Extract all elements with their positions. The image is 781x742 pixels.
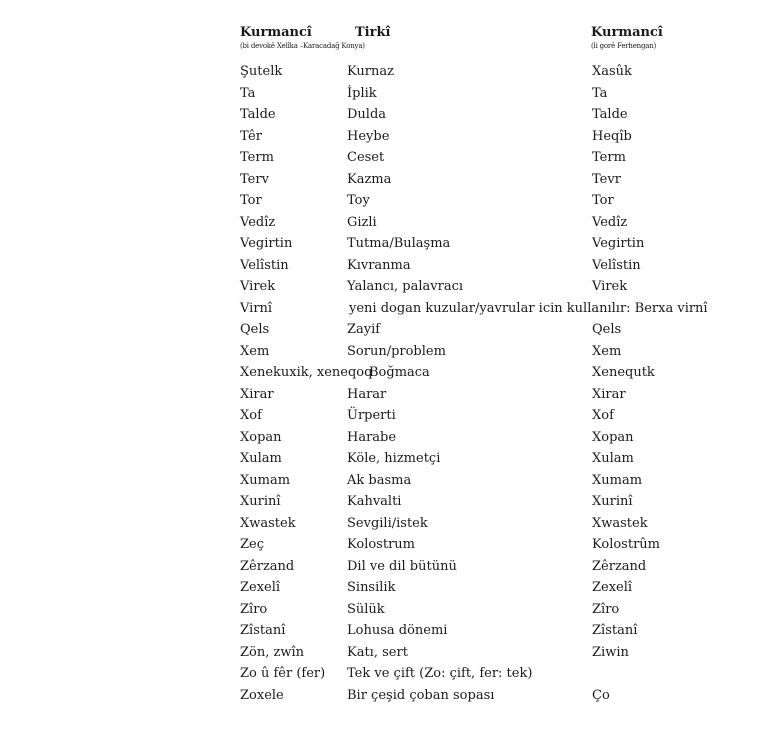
header-col-turkish: [355, 26, 390, 40]
turkish-cell: Kahvalti: [347, 494, 402, 509]
kurmanci-dictionary-cell: Heqîb: [592, 128, 632, 144]
kurmanci-local-cell: Zön, zwîn: [240, 644, 305, 660]
kurmanci-local-cell: Xopan: [240, 429, 282, 445]
table-row: [0, 577, 781, 599]
turkish-cell: Zayif: [347, 322, 381, 337]
table-row: [0, 384, 781, 406]
turkish-cell: Gizli: [347, 214, 377, 230]
kurmanci-local-cell: Ta: [240, 85, 256, 101]
kurmanci-dictionary-cell: Tor: [592, 193, 614, 208]
turkish-cell: Yalancı, palavracı: [347, 279, 464, 294]
kurmanci-dictionary-cell: Xopan: [592, 429, 634, 445]
turkish-cell: Toy: [347, 193, 370, 208]
table-row: [0, 212, 781, 234]
turkish-cell: Ürperti: [347, 408, 396, 423]
table-row: [0, 448, 781, 470]
kurmanci-local-cell: Xem: [240, 343, 270, 359]
kurmanci-local-cell: Velîstin: [240, 257, 289, 273]
table-row: [0, 405, 781, 427]
table-row: [0, 190, 781, 212]
header-title: Kurmancî: [591, 25, 663, 40]
turkish-cell: Sinsilik: [347, 580, 396, 595]
header-subtitle: (li gorê Ferhengan): [591, 42, 657, 50]
kurmanci-dictionary-cell: Xwastek: [592, 515, 648, 531]
turkish-cell: Bir çeşid çoban sopası: [347, 687, 495, 703]
kurmanci-local-cell: Zoxele: [240, 687, 284, 703]
turkish-cell: İplik: [347, 85, 377, 101]
kurmanci-local-cell: Qels: [240, 322, 270, 337]
turkish-cell: Sevgili/istek: [347, 515, 428, 531]
kurmanci-dictionary-cell: Qels: [592, 322, 622, 337]
kurmanci-dictionary-cell: Tevr: [592, 171, 621, 187]
table-row: [0, 362, 781, 384]
turkish-cell: Sorun/problem: [347, 343, 446, 359]
kurmanci-dictionary-cell: Talde: [592, 107, 628, 122]
kurmanci-local-cell: Zo û fêr (fer): [240, 666, 326, 681]
table-row: [0, 255, 781, 277]
kurmanci-dictionary-cell: Ta: [592, 85, 608, 101]
kurmanci-local-cell: Terv: [240, 171, 269, 187]
table-row: [0, 534, 781, 556]
turkish-cell: Kurnaz: [347, 64, 394, 79]
header-title: Tirkî: [355, 25, 391, 40]
table-row: [0, 513, 781, 535]
kurmanci-local-cell: Zeç: [240, 537, 265, 552]
table-row: [0, 298, 781, 320]
kurmanci-dictionary-cell: Xof: [592, 408, 614, 423]
turkish-cell: Kolostrum: [347, 537, 415, 552]
kurmanci-local-cell: Term: [240, 150, 274, 165]
kurmanci-dictionary-cell: Ziwin: [592, 644, 629, 660]
kurmanci-local-cell: Talde: [240, 107, 276, 122]
kurmanci-dictionary-cell: Ço: [592, 687, 610, 703]
table-row: [0, 556, 781, 578]
table-row: [0, 470, 781, 492]
kurmanci-dictionary-cell: Velîstin: [592, 257, 641, 273]
table-row: [0, 642, 781, 664]
turkish-cell: Tutma/Bulaşma: [347, 236, 451, 251]
turkish-cell: Kıvranma: [347, 257, 411, 273]
kurmanci-dictionary-cell: Xenequtk: [592, 365, 655, 380]
turkish-cell: Boğmaca: [369, 365, 430, 380]
glossary-table: [0, 61, 781, 706]
table-row: [0, 685, 781, 707]
table-row: [0, 663, 781, 685]
table-row: [0, 427, 781, 449]
turkish-cell: Katı, sert: [347, 644, 408, 660]
kurmanci-dictionary-cell: Xumam: [592, 472, 643, 488]
turkish-cell: Ak basma: [347, 472, 412, 488]
kurmanci-dictionary-cell: Xirar: [592, 386, 626, 402]
turkish-cell: Ceset: [347, 150, 385, 165]
turkish-cell: Köle, hizmetçi: [347, 451, 441, 466]
table-row: [0, 620, 781, 642]
kurmanci-local-cell: Têr: [240, 128, 262, 144]
kurmanci-local-cell: Xulam: [240, 451, 282, 466]
kurmanci-dictionary-cell: Xurinî: [592, 494, 633, 509]
turkish-cell: yeni dogan kuzular/yavrular icin kullanılır: Berxa virnî: [349, 300, 708, 316]
kurmanci-local-cell: Zêrzand: [240, 558, 295, 574]
kurmanci-local-cell: Xenekuxik, xeneqoq: [240, 365, 373, 380]
table-row: [0, 83, 781, 105]
table-row: [0, 341, 781, 363]
table-row: [0, 491, 781, 513]
kurmanci-dictionary-cell: Zexelî: [592, 580, 633, 595]
kurmanci-local-cell: Xumam: [240, 472, 291, 488]
kurmanci-dictionary-cell: Vegirtin: [592, 236, 645, 251]
kurmanci-local-cell: Xof: [240, 408, 262, 423]
turkish-cell: Dulda: [347, 107, 387, 122]
header-col-kurmanci-local: [240, 26, 365, 51]
kurmanci-local-cell: Zîstanî: [240, 623, 286, 638]
kurmanci-local-cell: Virek: [240, 279, 276, 294]
turkish-cell: Lohusa dönemi: [347, 623, 448, 638]
table-row: [0, 147, 781, 169]
kurmanci-dictionary-cell: Virek: [592, 279, 628, 294]
kurmanci-local-cell: Virnî: [240, 300, 273, 316]
kurmanci-local-cell: Xirar: [240, 386, 274, 402]
turkish-cell: Sülük: [347, 601, 385, 617]
kurmanci-dictionary-cell: Xulam: [592, 451, 634, 466]
kurmanci-local-cell: Xwastek: [240, 515, 296, 531]
kurmanci-dictionary-cell: Kolostrûm: [592, 537, 660, 552]
kurmanci-dictionary-cell: Term: [592, 150, 626, 165]
table-row: [0, 104, 781, 126]
turkish-cell: Tek ve çift (Zo: çift, fer: tek): [347, 666, 533, 681]
kurmanci-dictionary-cell: Vedîz: [592, 214, 628, 230]
kurmanci-local-cell: Tor: [240, 193, 262, 208]
turkish-cell: Kazma: [347, 171, 392, 187]
kurmanci-dictionary-cell: Xem: [592, 343, 622, 359]
turkish-cell: Heybe: [347, 128, 390, 144]
table-row: [0, 233, 781, 255]
kurmanci-dictionary-cell: Zîro: [592, 601, 620, 617]
turkish-cell: Harar: [347, 386, 387, 402]
kurmanci-local-cell: Vegirtin: [240, 236, 293, 251]
kurmanci-local-cell: Zîro: [240, 601, 268, 617]
header-title: Kurmancî: [240, 25, 312, 40]
header-subtitle: (bi devokê Xelîka –Karacadağ Konya): [240, 42, 365, 50]
table-row: [0, 319, 781, 341]
table-row: [0, 126, 781, 148]
turkish-cell: Dil ve dil bütünü: [347, 558, 457, 574]
turkish-cell: Harabe: [347, 429, 397, 445]
kurmanci-dictionary-cell: Zîstanî: [592, 623, 638, 638]
kurmanci-local-cell: Zexelî: [240, 580, 281, 595]
header-col-kurmanci-dictionary: [591, 26, 663, 51]
table-row: [0, 276, 781, 298]
kurmanci-local-cell: Vedîz: [240, 214, 276, 230]
table-row: [0, 599, 781, 621]
table-row: [0, 61, 781, 83]
kurmanci-dictionary-cell: Zêrzand: [592, 558, 647, 574]
kurmanci-dictionary-cell: Xasûk: [592, 64, 632, 79]
table-row: [0, 169, 781, 191]
kurmanci-local-cell: Şutelk: [240, 64, 283, 79]
kurmanci-local-cell: Xurinî: [240, 494, 281, 509]
